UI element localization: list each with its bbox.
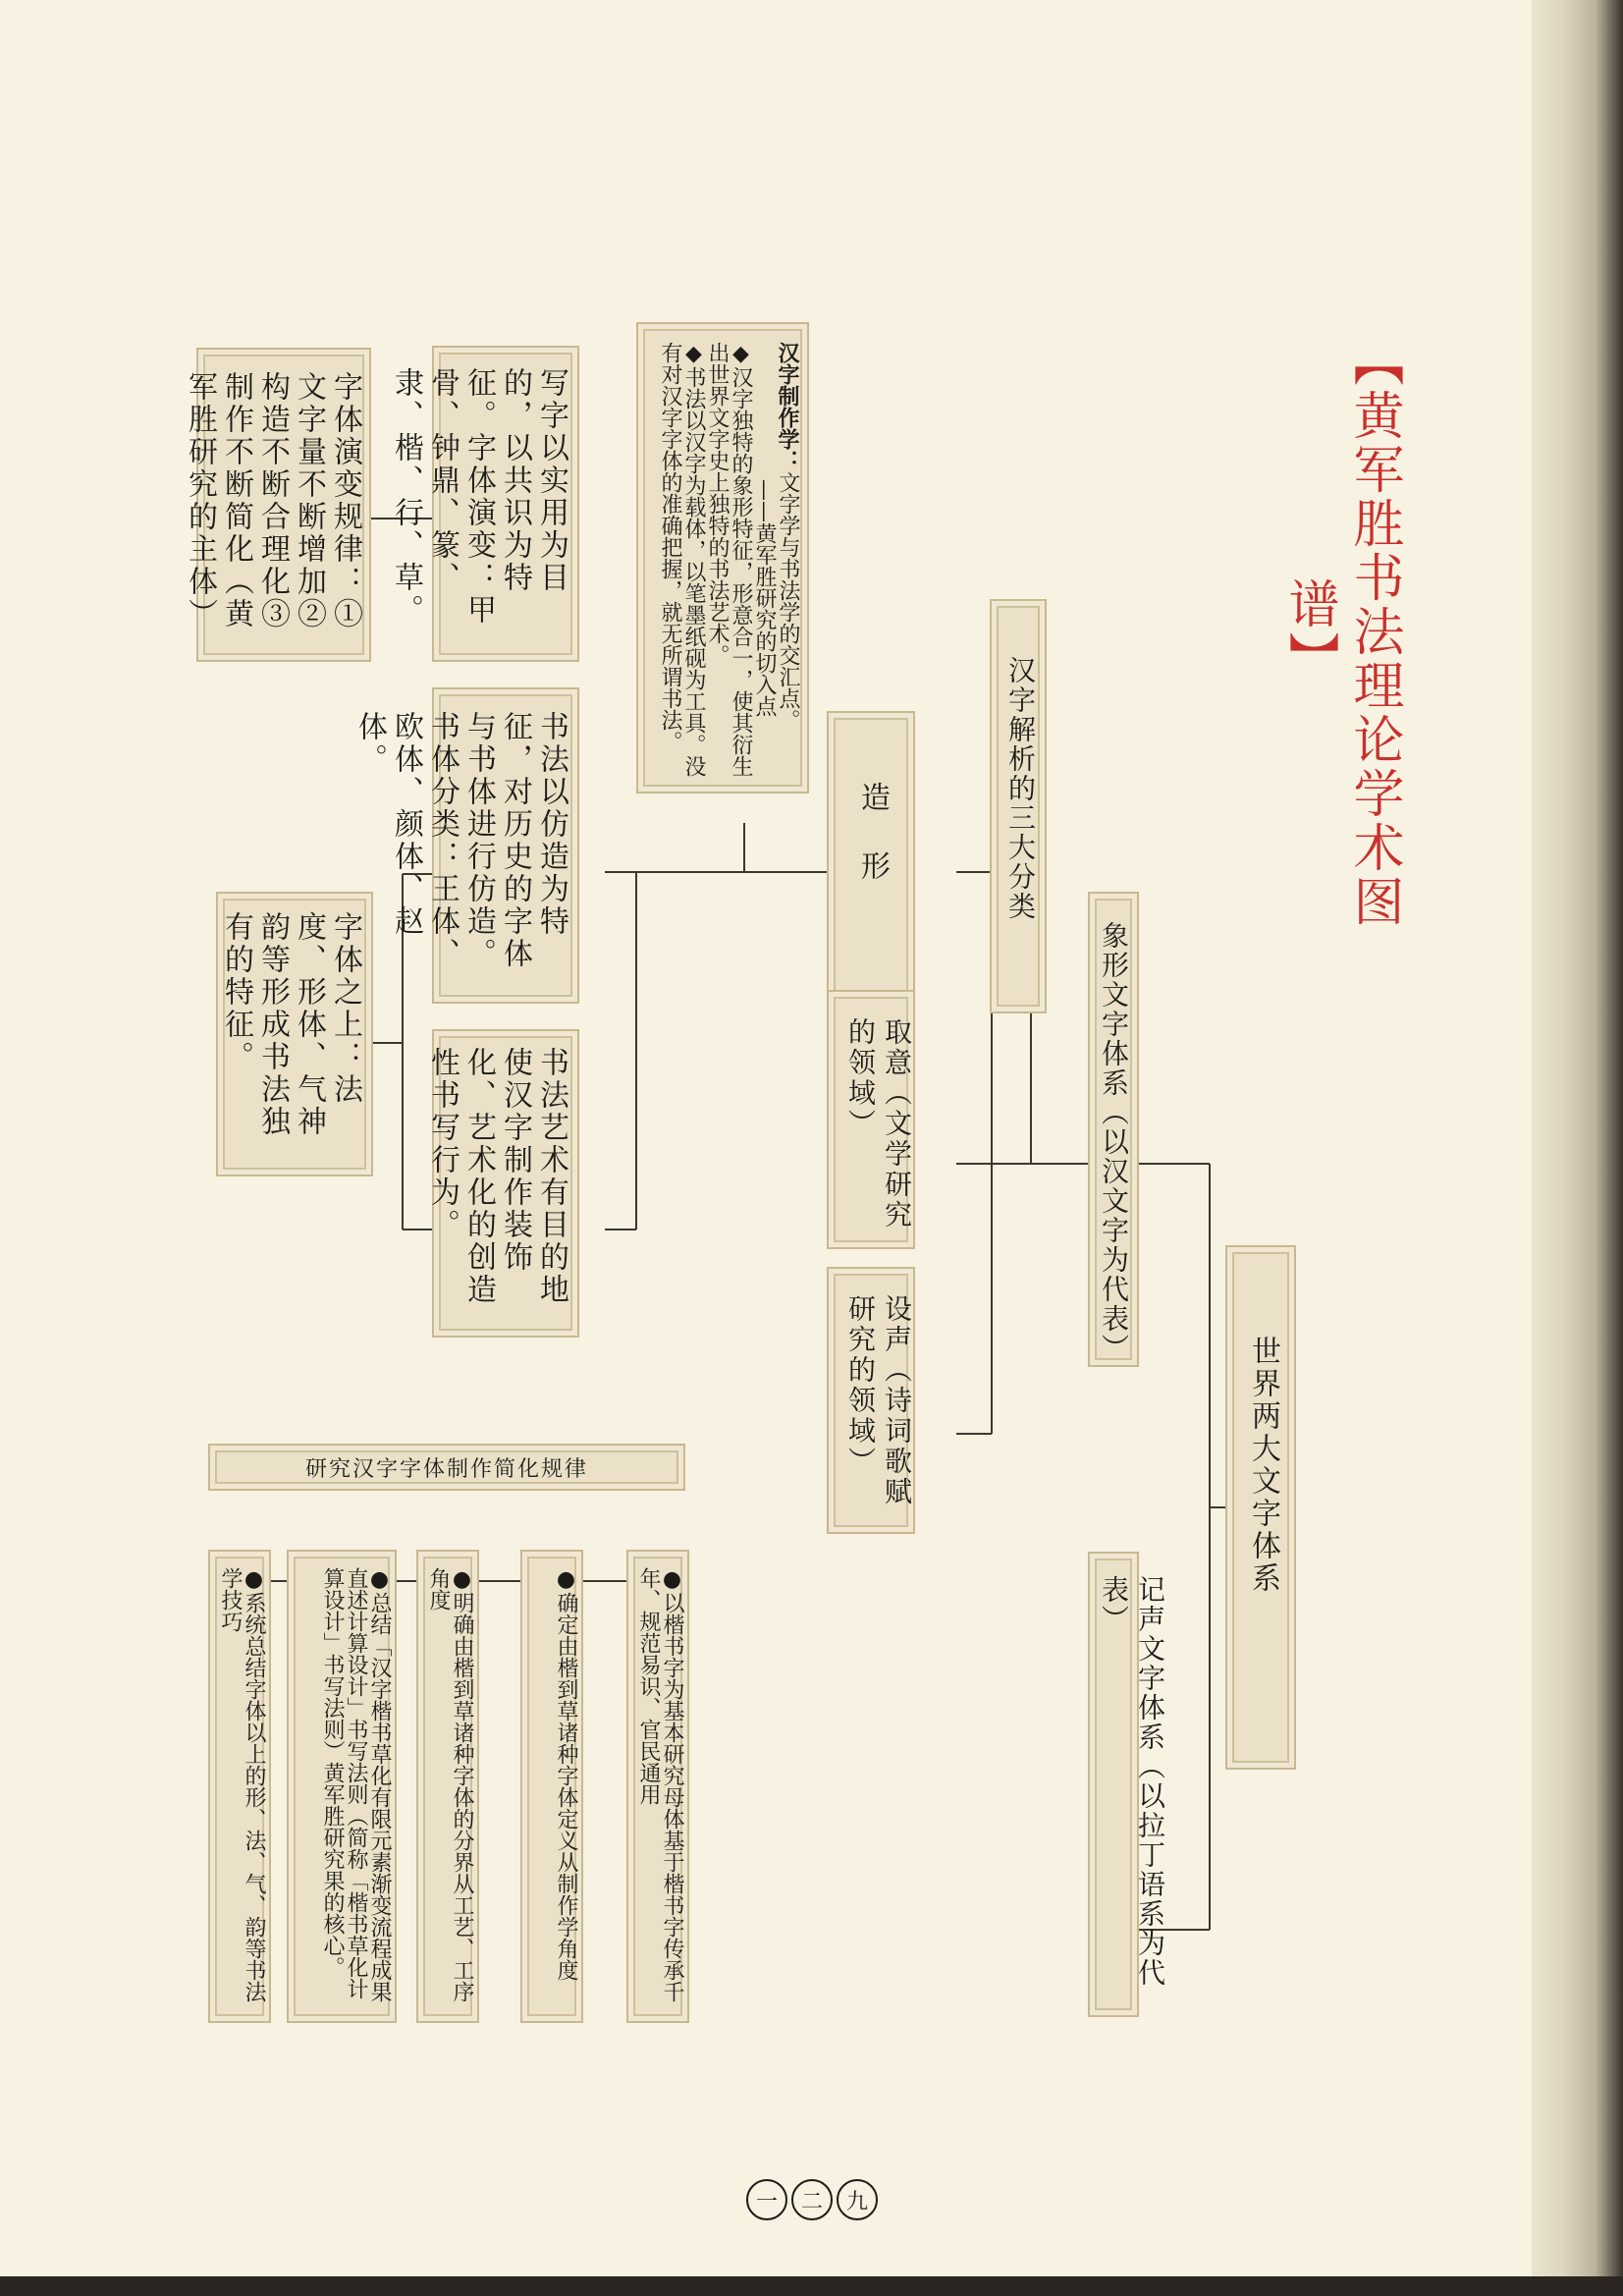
- yanbian-node: [183, 348, 371, 662]
- yishu-node: [425, 1029, 579, 1338]
- guilv-item-3-text: 明确由楷到草诸种字体的分界从工艺、工序角度: [426, 1567, 474, 2002]
- phonetic-system-label: 记声文字体系（以拉丁语系为代表）: [1098, 1575, 1166, 1988]
- page-number: [746, 2178, 878, 2221]
- shesheng-label: 设声（诗词歌赋研究的领域）: [844, 1294, 913, 1507]
- xiezi-label: 写字以实用为目的，以共识为特征。字体演变：甲骨、钟鼎、篆、隶、楷、行、草。: [389, 367, 568, 627]
- bullet-dot-icon: ●: [554, 1567, 578, 1592]
- zhizuo-text: [650, 342, 799, 784]
- zhizuo-heading: 汉字制作学：: [775, 342, 800, 471]
- fangzao-node: [352, 687, 579, 1004]
- guilv-item-3: [416, 1550, 479, 2023]
- guilv-header-label: 研究汉字字体制作简化规律: [304, 1456, 588, 1482]
- pictographic-system-node: [1088, 892, 1139, 1367]
- root-node: [1225, 1245, 1296, 1770]
- zhizuo-text1: 文字学与书法学的交汇点。: [776, 471, 800, 731]
- quyi-node: [827, 990, 915, 1249]
- guilv-header: [208, 1444, 685, 1491]
- root-label: 世界两大文字体系: [1246, 1336, 1280, 1595]
- zhizuo-bullet2: 书法以汉字为载体，以笔墨纸砚为工具。没有对汉字字体的准确把握，就无所谓书法。: [658, 342, 706, 777]
- yishu-label: 书法艺术有目的地使汉字制作装饰化、艺术化的创造性书写行为。: [425, 1047, 568, 1306]
- pictographic-system-label: 象形文字体系（以汉文字为代表）: [1098, 921, 1130, 1363]
- three-categories-label: 汉字解析的三大分类: [1004, 656, 1037, 921]
- zhizuo-bullet1: 汉字独特的象形特征，形意合一，使其衍生出世界文字史上独特的书法艺术。: [705, 342, 753, 777]
- book-title: 【黄军胜书法理论学术图谱】: [1279, 334, 1403, 929]
- phonetic-system-node: [1088, 1552, 1166, 2017]
- page-number-digit-2: 二: [791, 2179, 833, 2220]
- guilv-item-2: [520, 1550, 583, 2023]
- xiezi-node: [389, 346, 579, 662]
- page-number-digit-3: 九: [837, 2179, 878, 2220]
- three-categories-node: [990, 599, 1047, 1013]
- bullet-dot-icon: ●: [450, 1567, 474, 1592]
- zaoxing-node: [827, 711, 915, 1035]
- bullet-dot-icon: ●: [242, 1567, 266, 1592]
- quyi-label: 取意（文学研究的领域）: [844, 1017, 913, 1230]
- zitizhishang-label: 字体之上：法度、形体、气神韵等形成书法独有的特征。: [219, 911, 362, 1138]
- guilv-item-5-text: 系统总结字体以上的形、法、气、韵等书法学技巧: [218, 1567, 266, 2002]
- zaoxing-label: 造形: [855, 782, 890, 919]
- yanbian-label: 字体演变规律：①文字量不断增加②构造不断合理化③制作不断简化（黄军胜研究的主体）: [183, 371, 362, 630]
- guilv-item-1-text: 以楷书字为基本研究母体基于楷书字传承千年、规范易识、官民通用: [636, 1567, 684, 2002]
- guilv-item-4: [287, 1550, 397, 2023]
- guilv-item-1: [626, 1550, 689, 2023]
- guilv-item-5: [208, 1550, 271, 2023]
- bullet-diamond-icon: ◆: [729, 342, 753, 366]
- page-number-digit-1: 一: [746, 2179, 787, 2220]
- bullet-dot-icon: ●: [367, 1567, 392, 1592]
- zhizuo-text2: ——黄军胜研究的切入点: [752, 479, 777, 717]
- guilv-item-2-text: 确定由楷到草诸种字体定义从制作学角度: [554, 1592, 578, 1981]
- zhizuo-node: [636, 322, 809, 793]
- shesheng-node: [827, 1267, 915, 1534]
- guilv-item-4-text: 总结「汉字楷书草化有限元素渐变流程成果直述计算设计」书写法则（简称「楷书草化计算设计」书写法则）黄军胜研究果的核心。: [320, 1567, 392, 2002]
- zitizhishang-node: [216, 892, 373, 1176]
- bullet-diamond-icon: ◆: [681, 342, 706, 366]
- fangzao-label: 书法以仿造为特征，对历史的字体与书体进行仿造。书体分类：王体、欧体、颜体、赵体。: [352, 711, 568, 970]
- bullet-dot-icon: ●: [660, 1567, 684, 1592]
